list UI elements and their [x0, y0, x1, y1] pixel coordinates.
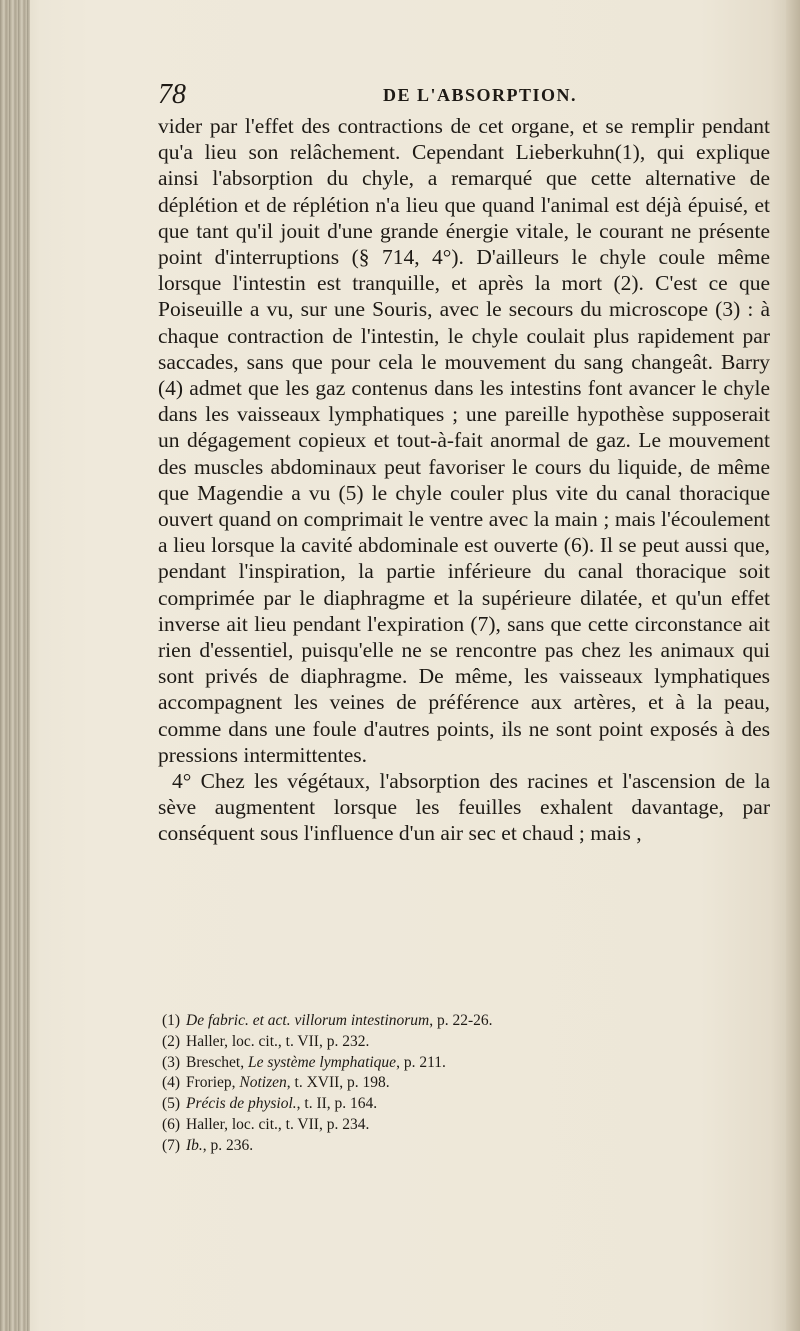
footnote-2: (2) Haller, loc. cit., t. VII, p. 232.	[162, 1032, 370, 1050]
paragraph-2: 4° Chez les végétaux, l'absorption des racines et l'ascension de la sève augmentent lorsque les feuilles exhalent davantage, par conséquent sous l'influence d'un air sec et chaud ; mais ,	[158, 769, 770, 846]
body-text	[158, 113, 770, 847]
page-number: 78	[158, 79, 186, 110]
page-edge	[786, 0, 800, 1331]
footnote-4: (4) Froriep, Notizen, t. XVII, p. 198.	[162, 1074, 390, 1092]
footnote-5: (5) Précis de physiol., t. II, p. 164.	[162, 1095, 378, 1113]
footnotes	[162, 1011, 722, 1157]
paragraph-1: vider par l'effet des contractions de cet organe, et se remplir pendant qu'a lieu son relâchement. Cependant Lieberkuhn(1), qui explique ainsi l'absorption du chyle, a remarqué que cette alternative de déplétion et de réplétion n'a lieu que quand l'animal est déjà épuisé, et que tant qu'il jouit d'une grande énergie vitale, le courant ne présente point d'interruptions (§ 714, 4°). D'ailleurs le chyle coule même lorsque l'intestin est tranquille, et après la mort (2). C'est ce que Poiseuille a vu, sur une Souris, avec le secours du microscope (3) : à chaque contraction de l'intestin, le chyle coulait plus rapidement par saccades, sans que pour cela le mouvement du sang changeât. Barry (4) admet que les gaz contenus dans les intestins font avancer le chyle dans les vaisseaux lymphatiques ; une pareille hypothèse supposerait un dégagement copieux et tout-à-fait anormal de gaz. Le mouvement des muscles abdominaux peut favoriser le cours du liquide, de même que Magendie a vu (5) le chyle couler plus vite du canal thoracique ouvert quand on comprimait le ventre avec la main ; mais l'écoulement a lieu lorsque la cavité abdominale est ouverte (6). Il se peut aussi que, pendant l'inspiration, la partie inférieure du canal thoracique soit comprimée par le diaphragme et la supérieure dilatée, et qu'un effet inverse ait lieu pendant l'expiration (7), sans que cette circonstance ait rien d'essentiel, puisqu'elle ne se rencontre pas chez les animaux qui sont privés de diaphragme. De même, les vaisseaux lymphatiques accompagnent les veines de préférence aux artères, et à la peau, comme dans une foule d'autres points, ils ne sont point exposés à des pressions intermittentes.	[158, 114, 770, 767]
footnote-3: (3) Breschet, Le système lymphatique, p. 211.	[162, 1053, 446, 1071]
footnote-1: (1) De fabric. et act. villorum intestinorum, p. 22-26.	[162, 1012, 493, 1029]
running-head: DE L'ABSORPTION.	[383, 85, 578, 105]
footnote-6: (6) Haller, loc. cit., t. VII, p. 234.	[162, 1115, 370, 1133]
book-spine-shadow	[0, 0, 30, 1331]
page-header	[158, 80, 598, 110]
footnote-7: (7) Ib., p. 236.	[162, 1136, 254, 1154]
